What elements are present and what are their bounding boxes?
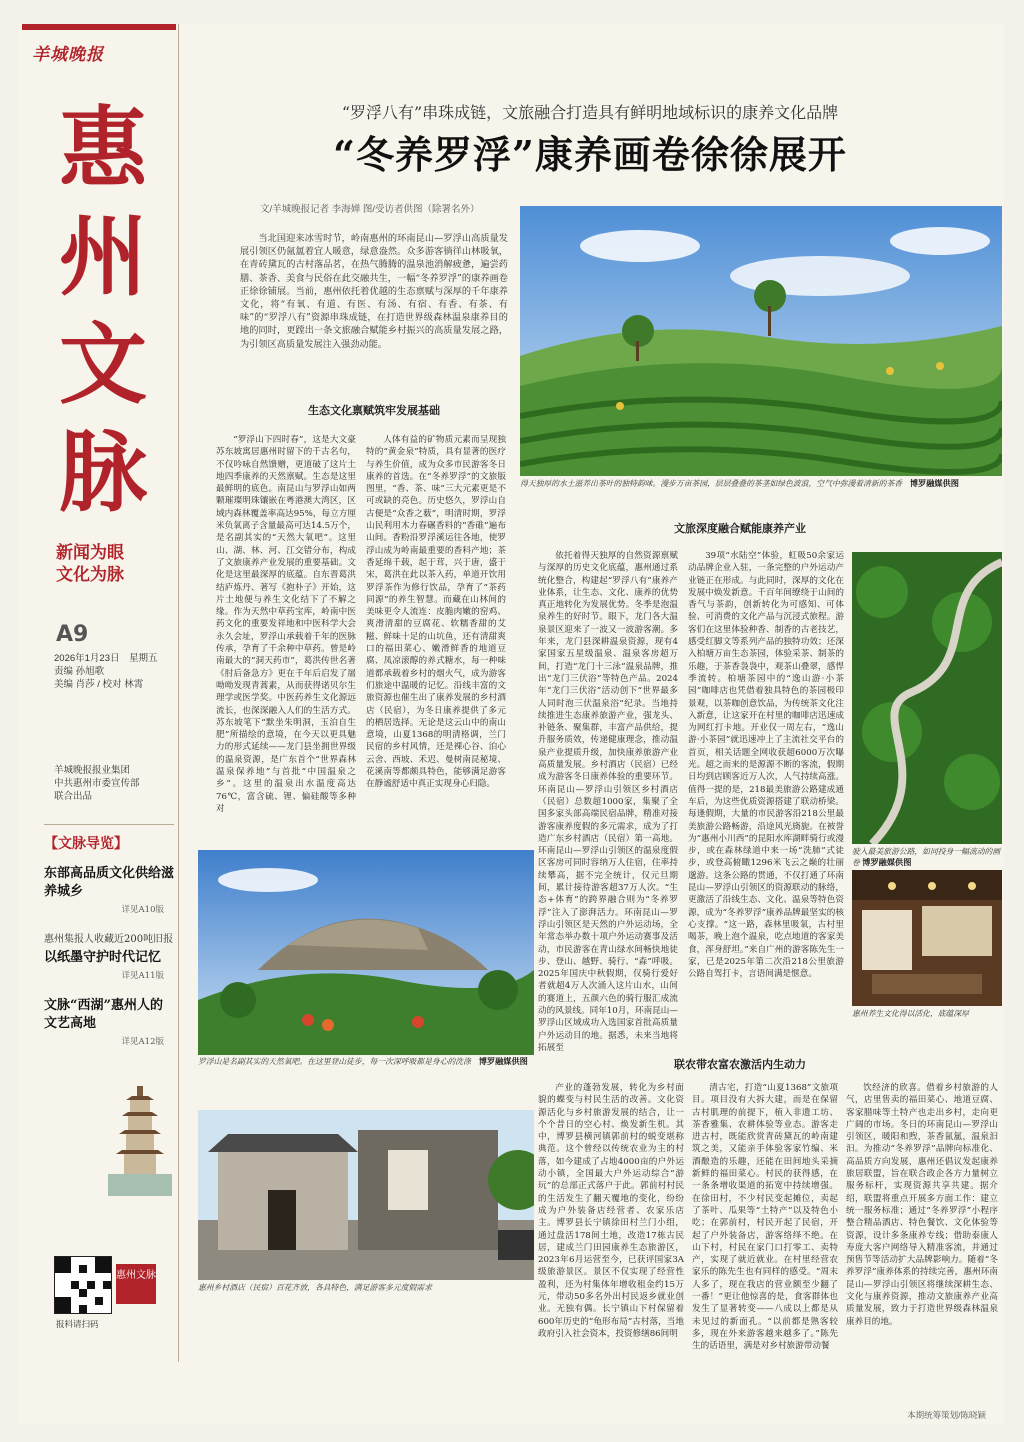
section-2-title: 文旅深度融合赋能康养产业 bbox=[674, 522, 806, 535]
caption-text: 惠州乡村酒店（民宿）百花齐放，各具特色，满足游客多元度假需求 bbox=[198, 1283, 432, 1292]
tea-garden-caption bbox=[520, 478, 1002, 489]
section-title: 惠州文脉 bbox=[58, 96, 147, 524]
guide-item-title: 东部高品质文化供给滋养城乡 bbox=[44, 866, 175, 899]
luofu-mountain-caption bbox=[198, 1056, 534, 1067]
planning-credit: 本期统筹策划/陈晓颖 bbox=[907, 1410, 986, 1420]
masthead-logo: 羊城晚报 bbox=[32, 45, 104, 65]
guide-box bbox=[44, 824, 174, 1063]
guide-item-page: 详见A10版 bbox=[121, 905, 164, 915]
museum-caption bbox=[852, 1008, 1002, 1019]
section-3-title: 联农带农富农激活内生动力 bbox=[674, 1058, 806, 1071]
photo-credit: 博罗融媒供图 bbox=[478, 1056, 528, 1066]
section-3-column bbox=[692, 1082, 838, 1394]
guide-item[interactable] bbox=[44, 865, 174, 915]
editor-credit: 责编 孙旭歌 bbox=[54, 666, 105, 677]
qr-label: 报料请扫码 bbox=[56, 1319, 99, 1329]
caption-text: 惠州养生文化得以活化，底蕴深厚 bbox=[852, 1009, 969, 1018]
guide-item-kicker: 惠州集报人收藏近200吨旧报 bbox=[44, 934, 174, 945]
section-2-text: 39项“水陆空”体验，虹吸50余家运动品牌企业入驻，一条完整的户外运动产业链正在形成。与此同时，深厚的文化在发展中焕发新意。千百年间缭绕于山间的香气与茶韵，创新转化为可感知、可体验、可消费的文化产品与沉浸式旅程。游客们在这里体验种香、制香的古老技艺，感受红脚文等系列产品的独特功效；还深入柏塘万亩生态茶园，体验采茶、制茶的乐趣，于茶香袅袅中，观茶山叠翠，感悍季流转。柏塘茶园中的“逸山游·小茶园”咖啡店也凭借着独具特色的茶园极印景观，以茶咖创意饮品，为传统茶文化注入新意，让这家开在村里的咖啡店迅速成为网红打卡地。开业仅一周左右，“逸山游·小茶园”就迅速冲上了主流社交平台的首页，相关话题全网收获超6000万次曝光。超之而来的是源源不断的客流，假期日均到店顾客近万人次，人气持续高涨。值得一提的是，218最美旅游公路建成通车后，为这些优质资源搭建了联动桥梁。每逢假期，大量的市民游客沿218公里最美旅游公路畅游，沿途风光旖旎。在被誉为“惠州小川西”的昆阳水库湖畔骑行或漫步，或在森林绿道中来一场“洗肺”式徒步，或登高俯瞰1296米飞云之巅的壮丽邈游。这条公路的贯通，不仅打通了环南昆山—罗浮山引领区的资源联动的脉络，更激活了沿线生态、文化、温泉等特色资源，成为“冬养罗浮”康养品牌最坚实的核心支撑。“这一路，森林里吸氧，古村里喝茶，晚上泡个温泉，吃点地道的客家美食，浑身舒坦。”来自广州的游客陈先生一家，已是2025年第二次沿218公里旅游公路自驾打卡，言语间满是惬意。 bbox=[688, 551, 844, 980]
photo-credit: 博罗融媒供图 bbox=[862, 857, 912, 867]
article bbox=[180, 24, 1000, 1424]
section-slogan bbox=[56, 542, 124, 586]
section-1-text: “罗浮山下四时春”，这是大文豪苏东坡寓居惠州时留下的千古名句，不仅吟咏自然馈赠，更道破了这片土地四季康养的天然禀赋。生态是这里最鲜明的底色。南昆山与罗浮山如两颗璀璨明珠镶嵌在粤港澳大湾区，区域内森林覆盖率高达95%，每立方厘米负氧离子含量最高可达14.5万个，是名副其实的“天然大氧吧”。这里山、湖、林、河、江交错分布，构成了文旅康养产业发展的重要基础。文化是这里最深厚的底蕴。自东晋葛洪结庐炼丹、著写《抱朴子》开始，这片土地便与养生文化结下了不解之缘。作为天然中草药宝库，岭南中医药文化的重要发祥地和中医科学大会永久会址，罗浮山承载着千年的医脉传承，孕育了千余种中草药。曾是岭南最大的“洞天药市”，葛洪传世名著《肘后备急方》更在千年后启发了屠呦呦发现青蒿素，从而获得诺贝尔生理学或医学奖。中医药养生文化源远流长，也深深融入人们的生活方式。苏东坡笔下“默坐朱明洞，玉泊自生肥”所描绘的意境，在今天以更具魅力的形式延续——龙门县坐拥世界级的温泉资源，是广东首个“世界森林温泉保养地”与首批“中国温泉之乡”。这里的温泉出水温度高达76℃，富含硫、锂、偏硅酸等多种对 bbox=[216, 435, 356, 814]
section-3-column bbox=[538, 1082, 684, 1394]
guide-item[interactable] bbox=[44, 997, 174, 1047]
edition-date: 2026年1月23日 星期五 bbox=[54, 653, 158, 664]
village-inn-photo bbox=[198, 1110, 534, 1280]
tea-garden-photo bbox=[520, 206, 1002, 476]
guide-item-title: 文脉“西湖”惠州人的文艺高地 bbox=[44, 998, 163, 1031]
article-lead bbox=[240, 232, 508, 368]
article-headline: “冬养罗浮”康养画卷徐徐展开 bbox=[333, 132, 847, 177]
edition-meta bbox=[54, 652, 178, 691]
sidebar bbox=[20, 24, 179, 1362]
section-1-title: 生态文化禀赋筑牢发展基础 bbox=[308, 404, 440, 417]
scenic-road-photo bbox=[852, 552, 1002, 844]
sidebar-top-rule bbox=[22, 24, 176, 30]
section-2-text: 依托着得天独厚的自然资源禀赋与深厚的历史文化底蕴，惠州通过系统化整合，构建起“罗浮八有”康养产业体系，让生态、文化、康养的优势真正地转化为发展优势。冬季是泡温泉养生的好时节。眼下，龙门各大温泉景区迎来了一波又一波游客潮。多年来，龙门县深耕温泉资源，现有4家国家五星级温泉、温泉客房超万间，打造“龙门十三泳”温泉品牌，推出“龙门三伏浴”等特色产品。2024年“龙门三伏浴”活动创下“世界最多人同时泡三伏温泉浴”纪录。当地持续推进生态康养旅游产业，强龙头、补链条、聚集群，丰富产品供给，提升服务质效，传递健康理念，推动温泉产业提质升级，加快康养旅游产业高质量发展。乡村酒店（民宿）已经成为游客冬日康养体验的重要环节。环南昆山—罗浮山引领区乡村酒店（民宿）总数超1000家，集聚了全国多家头部高端民宿品牌，精准对接游客康养度假的多元需求，成为了打造广东乡村酒店（民宿）第一高地。环南昆山—罗浮山引领区的温泉度假区客房可同时容纳万人住宿，住率持续攀高，据不完全统计，仅元旦期间，累计接待游客超37万人次。“生态+体育”的跨界融合则为“冬养罗浮”注入了澎湃活力。环南昆山—罗浮山引领区是天然的户外运动场，全年常态举办数十项户外运动赛事及活动，市民游客在青山绿水间畅快地徒步、登山、越野、骑行、“森”呼吸。2025年国庆中秋假期，仅骑行爱好者就超4万人次涌入这片山水，山间的赛道上，五颜六色的骑行服汇成流动的风景线。同年10月，环南昆山—罗浮山区域成功入选国家首批高质量户外运动目的地。据悉，未来当地将拓展至 bbox=[538, 551, 678, 1053]
page-number: A9 bbox=[56, 622, 89, 647]
organizer-1: 羊城晚报报业集团 bbox=[54, 765, 131, 776]
luofu-mountain-photo bbox=[198, 850, 534, 1055]
section-2-column bbox=[538, 550, 678, 1066]
organizer-3: 联合出品 bbox=[54, 791, 93, 802]
section-1-column bbox=[216, 434, 356, 854]
caption-text: 罗浮山是名副其实的天然氧吧。在这里登山徒步，每一次深呼吸都是身心的洗涤 bbox=[198, 1057, 471, 1066]
section-1-column bbox=[366, 434, 506, 854]
organizer-2: 中共惠州市委宣传部 bbox=[54, 778, 140, 789]
article-subhead: “罗浮八有”串珠成链，文旅融合打造具有鲜明地域标识的康养文化品牌 bbox=[341, 103, 839, 122]
museum-photo bbox=[852, 870, 1002, 1006]
slogan-line-2: 文化为脉 bbox=[56, 565, 124, 585]
qr-stamp: 惠州文脉 bbox=[116, 1264, 156, 1304]
section-3-column bbox=[846, 1082, 998, 1394]
caption-text: 驶入最美旅游公路，如同投身一幅流动的画卷 bbox=[852, 847, 1001, 867]
newspaper-page bbox=[18, 24, 1004, 1424]
slogan-line-1: 新闻为眼 bbox=[56, 543, 124, 563]
guide-title: 【文脉导览】 bbox=[44, 824, 174, 853]
section-1-text: 人体有益的矿物质元素而呈现独特的“黄金泉”特质，具有显著的医疗与养生价值，成为众多市民游客冬日康养的首选。在“冬养罗浮”的文旅版图里，“香、茶、味”三大元素更是不可或缺的亮色。历史悠久，罗浮山自古便是“众香之薮”，明清时期，罗浮山民利用木力春碾香料的“香碓”遍布山间。香粉沿罗浮溪运往各地，使罗浮山成为岭南最重要的香料产地；茶香延绵千载，起于茸，兴于唐，盛于宋，葛洪在此以茶入药，单道开饮用罗浮茶作为修行饮品，孕育了“茶药同源”的养生智慧。而藏在山林间的美味更令人流连：皮脆肉嫩的窑鸡、爽滑清甜的豆腐花、软糯香甜的艾糍、鲜味十足的山坑鱼，还有清甜爽口的福田菜心、嫩滑鲜香的地道豆腐、凤凉滚醇的养式糖水，每一种味道都承载着乡村的烟火气，成为游客们旅途中温暖的记忆。沿线丰富的文旅资源也催生出了康养发展的乡村酒店（民宿），为冬日康养提供了多元的栖居选择。无论是这云山中的南山意境，山夏1368的明清格调，兰门民宿的乡村风情，还是裸心谷、泊心云舍、西坡、禾迟、曼树南昆秘境、花溪南等都颇具特色，能够满足游客在静谧舒适中真正实现身心归隐。 bbox=[366, 435, 506, 790]
guide-item-title: 以纸墨守护时代记忆 bbox=[44, 950, 162, 965]
pagoda-illustration bbox=[108, 1084, 172, 1196]
section-3-text: 饮经济的欣喜。借着乡村旅游的人气，店里售卖的福田菜心、地道豆腐、客家腊味等土特产也走出乡村，走向更广阔的市场。冬日的环南昆山—罗浮山引领区，暖阳和煦，茶香氤氲，温泉汩汩。为推动“冬养罗浮”品牌向标准化、高品质方向发展，惠州还倡议发起康养旅居联盟，旨在联合政企各方力量树立服务标杆，实现资源共享共建。据介绍，联盟将重点开展多方面工作：建立统一服务标准；通过“冬养罗浮”小程序整合精品酒店、特色餐饮、文化体验等资源，设计多条康养专线；借助泰康人寿庞大客户网络导入精准客流，并通过预售节等活动扩大品牌影响力。随着“冬养罗浮”康养体系的持续完善，惠州环南昆山—罗浮山引领区将继续深耕生态、文化与康养资源，推动文旅康养产业高质量发展，致力于打造世界级森林温泉康养目的地。 bbox=[846, 1083, 998, 1327]
photo-credit: 博罗融媒供图 bbox=[909, 478, 959, 488]
section-3-text: 清古宅，打造“山夏1368”文旅项目。项目没有大拆大建，而是在保留古村肌理的前提下，植入非遗工坊、茶香雅集、农耕体验等业态。游客走进古村，既能欣赏青砖黛瓦的岭南建筑之美，又能亲手体验客家竹编、米酒酿造的乐趣，还能在田间地头采摘新鲜的福田菜心。村民的获得感，在一条条增收渠道的拓宽中持续增强。在徐田村，不少村民变起摊位，卖起了茶叶、瓜果等“土特产”以及特色小吃；在郭前村，村民开起了民宿，开起了户外装备店，游客络绎不绝。在山下村，村民在家门口打零工、卖特产，实现了就近就业。在村里经营农家乐的陈先生也有同样的感受。“周末人多了，现在我店的营业额至少翻了一番！”更让他惊喜的是，食客群体也发生了显著转变——八成以上都是从未见过的新面孔。“以前都是熟客较多，现在外来游客越来越多了。”陈先生的话语里，满是对乡村旅游带动餐 bbox=[692, 1083, 838, 1352]
design-credit: 美编 肖莎 / 校对 林霄 bbox=[54, 679, 144, 690]
section-3-text: 产业的蓬勃发展，转化为乡村面貌的蝶变与村民生活的改善。文化资源活化与乡村旅游发展的结合，让一个个昔日的空心村、焕发新生机。其中，博罗县横河镇郭前村的蜕变堪称典范。这个曾经以传统农业为主的村落，如今建成了占地4000亩的户外运动小镇，全国最大户外运动综合“游玩”的总部正式落户于此。郭前村村民的生活发生了翻天覆地的变化，纷纷成为户外装备店经营者、农家乐店主。博罗县长宁镇徐田村兰门小组，通过盘活178间土地，改造17栋古民居，建成兰门田园康养生态旅游区，2023年6月运营至今，已获评国家3A级旅游景区。景区不仅实现了经营性盈利，还为村集体年增收租金约15万元，带动50多名外出村民返乡就业创业。无独有偶。长宁镇山下村保留着600年历史的“龟形布局”古村落，当地政府引入社会资本，投资修缮86间明 bbox=[538, 1083, 684, 1339]
scenic-road-caption bbox=[852, 846, 1002, 868]
guide-item-page: 详见A12版 bbox=[121, 1037, 164, 1047]
lead-paragraph: 当北国迎来冰雪时节，岭南惠州的环南昆山—罗浮山高质量发展引领区仍氤氲着宜人暖意，绿意盎然。众多游客徜徉山林吸氧，在青砖黛瓦的古村落品茗，在热气腾腾的温泉池消解疲惫，遍尝药膳、茶香、美食与民俗在此交融共生，一幅“冬养罗浮”的康养画卷正徐徐铺展。当前，惠州依托着优越的生态禀赋与深厚的千年康养文化，将“有氧、有道、有医、有汤、有宿、有香、有茶、有味”的“罗浮八有”资源串珠成链，在打造世界级森林温泉康养目的地的同时，更蹚出一条文旅融合赋能乡村振兴的高质量发展之路，为引领区高质量发展注入强劲动能。 bbox=[240, 233, 508, 350]
section-2-column bbox=[688, 550, 844, 1066]
guide-item-page: 详见A11版 bbox=[121, 971, 164, 981]
village-inn-caption bbox=[198, 1282, 534, 1293]
caption-text: 得天独厚的水土滋养出茶叶的独特韵味。漫步万亩茶园，层层叠叠的茶垄如绿色波浪，空气中弥漫着清新的茶香 bbox=[520, 479, 903, 488]
article-byline: 文/羊城晚报记者 李海婵 图/受访者供图（除署名外） bbox=[260, 204, 480, 215]
guide-item[interactable] bbox=[44, 931, 174, 981]
qr-code-icon bbox=[55, 1257, 111, 1313]
qr-code[interactable] bbox=[54, 1256, 112, 1314]
organizers bbox=[54, 764, 140, 803]
